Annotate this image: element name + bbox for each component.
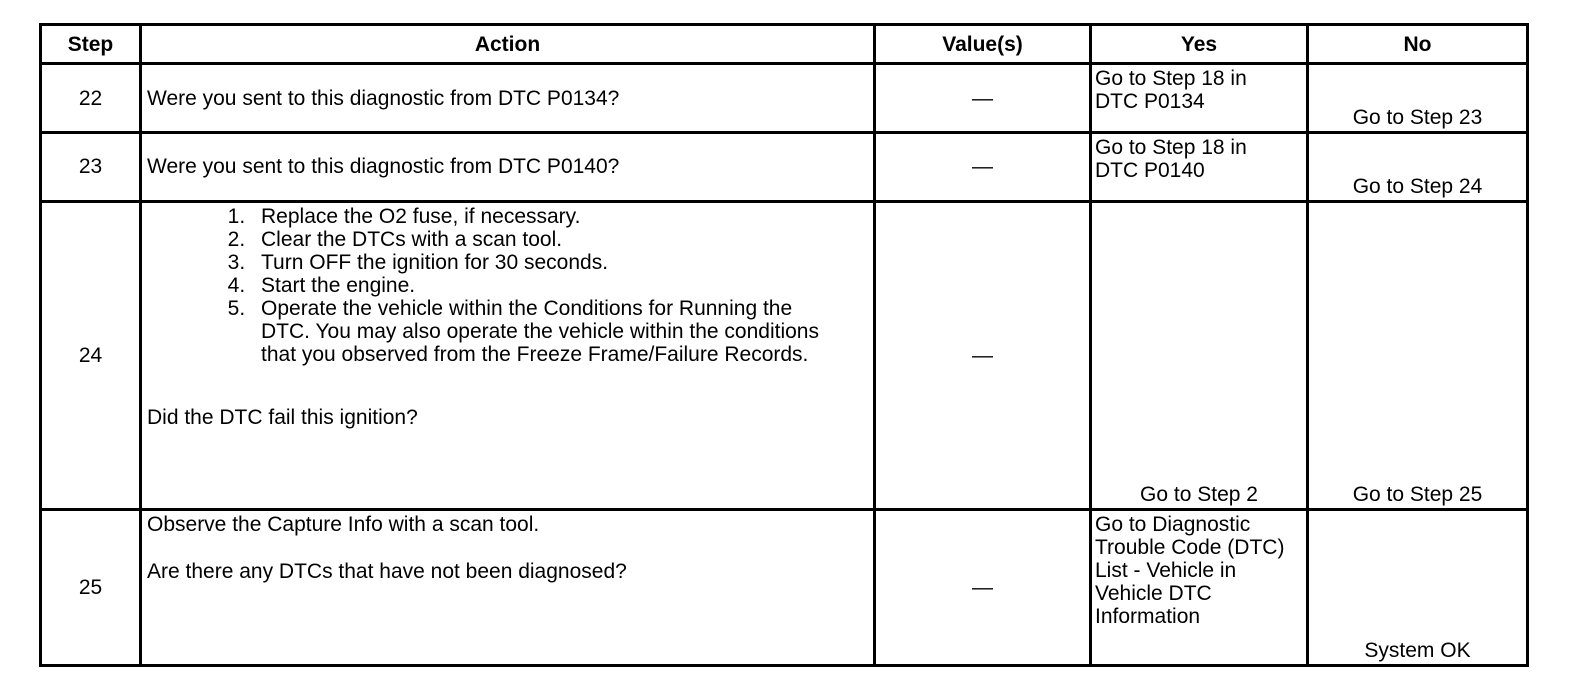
list-item: 2. Clear the DTCs with a scan tool. [251,228,868,251]
header-values: Value(s) [875,25,1091,64]
action-cell [141,201,875,509]
yes-cell: Go to Diagnostic Trouble Code (DTC) List - Vehicle in Vehicle DTC Information [1091,509,1308,665]
action-steps-list [147,205,868,366]
list-item: 4. Start the engine. [251,274,868,297]
value-cell: — [875,64,1091,133]
action-cell [141,509,875,665]
table-row [41,133,1528,202]
diagnostic-table [39,23,1529,667]
list-item: 5. Operate the vehicle within the Conditions for Running the DTC. You may also operate the vehicle within the conditions that you observed from the Freeze Frame/Failure Records. [251,297,868,366]
header-yes: Yes [1091,25,1308,64]
value-cell: — [875,509,1091,665]
yes-cell: Go to Step 2 [1091,201,1308,509]
step-number: 22 [41,64,141,133]
yes-line: DTC P0140 [1095,159,1205,182]
list-item: 1. Replace the O2 fuse, if necessary. [251,205,868,228]
step-number: 23 [41,133,141,202]
yes-line: Go to Step 18 in [1095,67,1247,91]
table-row [41,201,1528,509]
question-text: Did the DTC fail this ignition? [147,405,418,429]
header-action: Action [141,25,875,64]
action-text: Observe the Capture Info with a scan tool. [147,512,540,536]
value-cell: — [875,133,1091,202]
no-cell: Go to Step 23 [1308,64,1528,133]
no-cell: System OK [1308,509,1528,665]
value-cell: — [875,201,1091,509]
table-row [41,509,1528,665]
yes-line: DTC P0134 [1095,90,1205,114]
yes-cell [1091,64,1308,133]
table-row [41,64,1528,133]
question-text: Are there any DTCs that have not been diagnosed? [147,559,627,583]
step-number: 25 [41,509,141,665]
yes-cell [1091,133,1308,202]
no-cell: Go to Step 24 [1308,133,1528,202]
step-number: 24 [41,201,141,509]
header-step: Step [41,25,141,64]
list-item: 3. Turn OFF the ignition for 30 seconds. [251,251,868,274]
no-cell: Go to Step 25 [1308,201,1528,509]
header-no: No [1308,25,1528,64]
action-cell: Were you sent to this diagnostic from DTC P0140? [141,133,875,202]
action-cell: Were you sent to this diagnostic from DTC P0134? [141,64,875,133]
header-row [41,25,1528,64]
yes-line: Go to Step 18 in [1095,136,1247,159]
